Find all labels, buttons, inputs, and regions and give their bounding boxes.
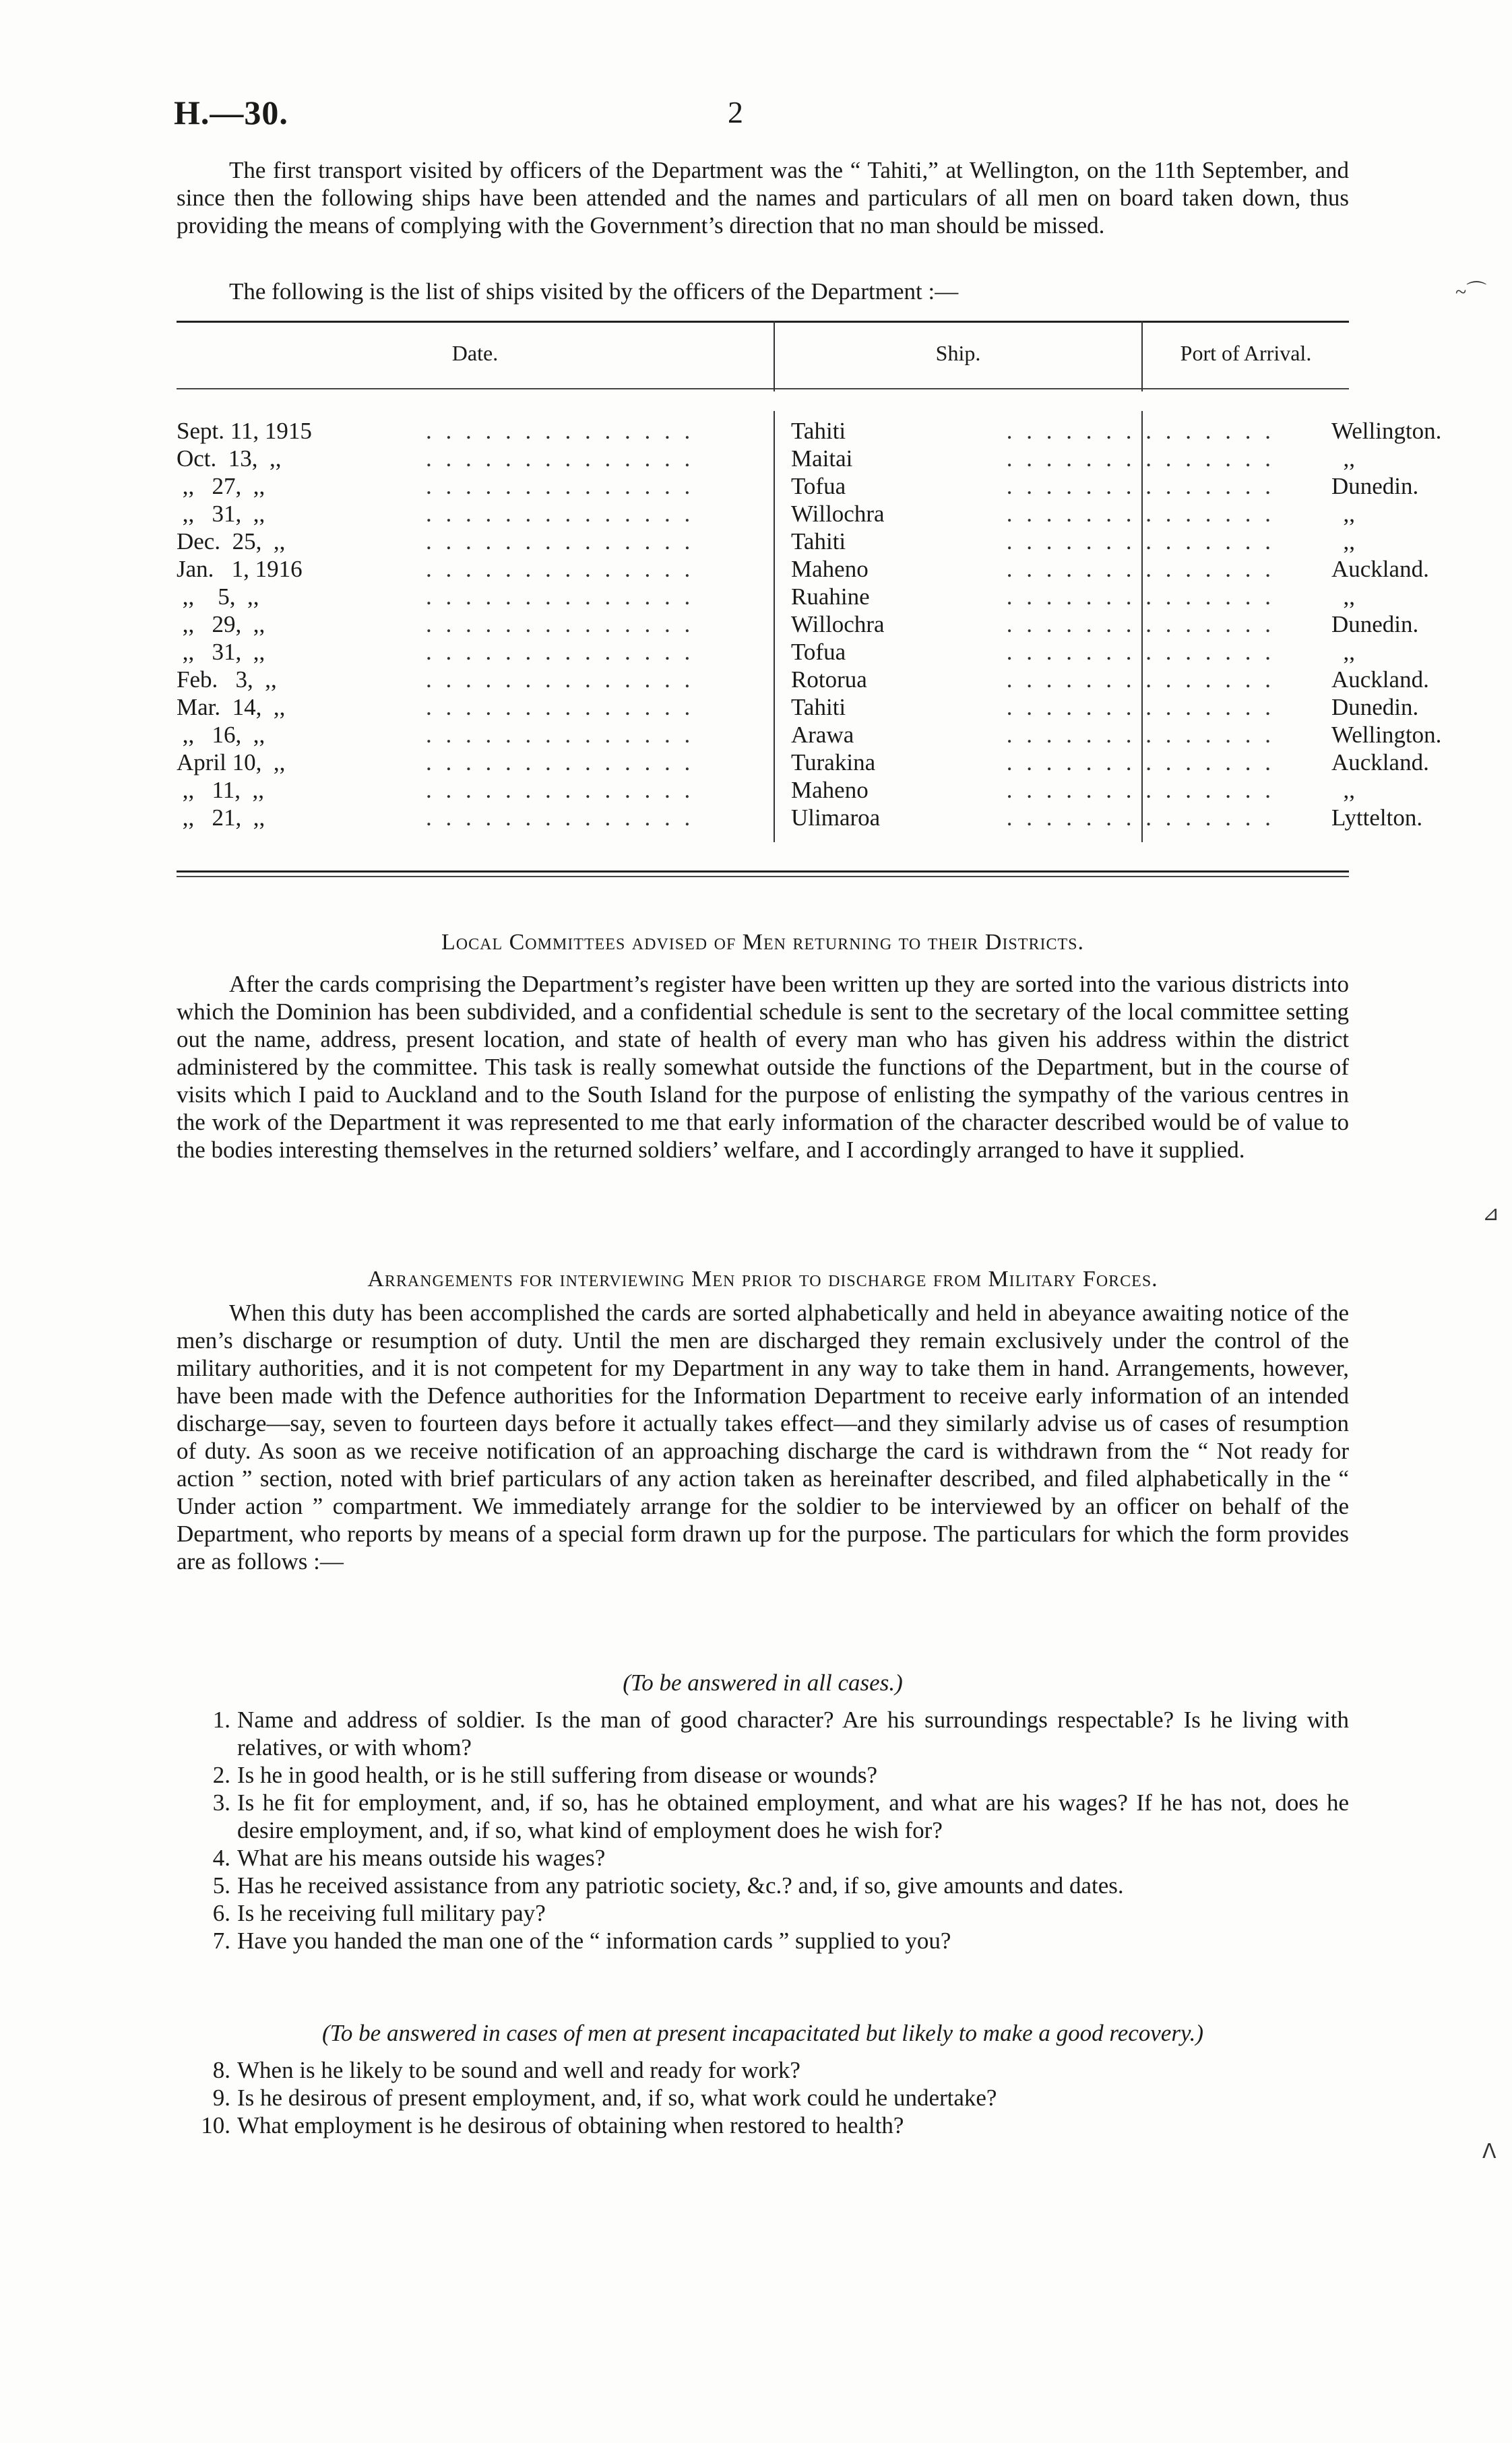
question-number: 5. [212,1872,230,1899]
intro-paragraph: The first transport visited by officers of the Department was the “ Tahiti,” at Wellington, on the 11th September, and since then the following ships have been attended and the names and particulars of all men on board taken down, thus providing the means of complying with the Government’s direction that no man should be missed. [177,157,1349,239]
cell-port: Dunedin. [1331,611,1419,637]
dot-leader: . . . . . . . . . . . . . . [426,639,695,665]
cell-ship: Maitai [791,445,853,472]
dot-leader: . . . . . . . . . . . . . . [426,694,695,720]
dot-leader: . . . . . . . . . . . . . . [426,473,695,499]
question-item [177,2112,1349,2139]
dot-leader: . . . . . . . . . . . . . . [1006,445,1275,472]
table-bottom-rule [177,870,1349,872]
question-number: 1. [212,1707,230,1733]
page-number: 2 [728,95,743,129]
question-number: 7. [212,1928,230,1954]
margin-mark: ~⌒ [1455,281,1487,303]
question-number: 3. [212,1789,230,1816]
question-text: What are his means outside his wages? [237,1845,606,1871]
dot-leader: . . . . . . . . . . . . . . [1006,749,1275,775]
cell-ship: Ulimaroa [791,804,881,831]
question-text: Has he received assistance from any patriotic society, &c.? and, if so, give amounts and dates. [237,1872,1124,1899]
question-item [177,2056,1349,2084]
table-row [177,777,1355,804]
table-row [177,501,1355,528]
table-row [177,445,1355,473]
table-intro: The following is the list of ships visited by the officers of the Department :— [229,278,959,305]
cell-port: Auckland. [1331,666,1429,693]
table-row [177,528,1355,556]
question-number: 8. [212,2057,230,2083]
table-row [177,804,1423,832]
cell-ship: Turakina [791,749,876,775]
dot-leader: . . . . . . . . . . . . . . [426,418,695,444]
table-row [177,639,1355,666]
dot-leader: . . . . . . . . . . . . . . [426,666,695,693]
question-text: What employment is he desirous of obtaining when restored to health? [237,2112,904,2138]
question-number: 4. [212,1845,230,1871]
header-port: Port of Arrival. [1180,341,1312,365]
margin-mark: ᐱ [1482,2140,1497,2163]
dot-leader: . . . . . . . . . . . . . . [426,749,695,775]
cell-date: Feb. 3, ,, [177,666,277,693]
table-row [177,694,1419,722]
cell-port: ,, [1331,777,1355,803]
cell-date: ,, 5, ,, [177,583,259,610]
cell-date: ,, 29, ,, [177,611,265,637]
dot-leader: . . . . . . . . . . . . . . [426,804,695,831]
cell-ship: Willochra [791,501,885,527]
question-item [177,1706,1349,1761]
dot-leader: . . . . . . . . . . . . . . [426,501,695,527]
cell-ship: Ruahine [791,583,870,610]
subheading-all-cases: (To be answered in all cases.) [623,1670,903,1696]
dot-leader: . . . . . . . . . . . . . . [1006,639,1275,665]
cell-port: Wellington. [1331,418,1442,444]
cell-date: ,, 31, ,, [177,639,265,665]
table-bottom-rule-2 [177,876,1349,877]
question-item [177,1844,1349,1872]
question-text: Have you handed the man one of the “ information cards ” supplied to you? [237,1928,951,1954]
question-item [177,1899,1349,1927]
cell-date: Jan. 1, 1916 [177,556,303,582]
cell-ship: Maheno [791,777,869,803]
margin-mark: ⊿ [1482,1203,1500,1225]
section-heading-arrangements: Arrangements for interviewing Men prior to discharge from Military Forces. [367,1267,1158,1292]
dot-leader: . . . . . . . . . . . . . . [1006,528,1275,554]
cell-ship: Tahiti [791,528,846,554]
table-top-rule [177,321,1349,323]
dot-leader: . . . . . . . . . . . . . . [1006,473,1275,499]
question-text: Is he desirous of present employment, and, if so, what work could he undertake? [237,2085,997,2111]
cell-ship: Arawa [791,722,854,748]
question-item [177,1927,1349,1955]
cell-port: ,, [1331,501,1355,527]
subheading-incapacitated: (To be answered in cases of men at present incapacitated but likely to make a good recovery.) [322,2020,1203,2046]
header-ship: Ship. [935,341,981,365]
cell-ship: Willochra [791,611,885,637]
table-row [177,583,1355,611]
question-text: When is he likely to be sound and well and ready for work? [237,2057,800,2083]
question-list-incapacitated [177,2056,1349,2139]
dot-leader: . . . . . . . . . . . . . . [1006,556,1275,582]
dot-leader: . . . . . . . . . . . . . . [1006,722,1275,748]
cell-date: ,, 16, ,, [177,722,265,748]
question-text: Is he in good health, or is he still suffering from disease or wounds? [237,1762,878,1788]
dot-leader: . . . . . . . . . . . . . . [426,556,695,582]
table-row [177,556,1429,583]
question-number: 2. [212,1762,230,1788]
cell-ship: Tahiti [791,418,846,444]
cell-date: Oct. 13, ,, [177,445,282,472]
cell-port: ,, [1331,445,1355,472]
question-number: 9. [212,2085,230,2111]
dot-leader: . . . . . . . . . . . . . . [426,722,695,748]
cell-port: ,, [1331,639,1355,665]
cell-port: Lyttelton. [1331,804,1423,831]
cell-date: ,, 21, ,, [177,804,265,831]
dot-leader: . . . . . . . . . . . . . . [1006,777,1275,803]
question-item [177,2084,1349,2112]
question-list-all-cases [177,1706,1349,1955]
question-item [177,1872,1349,1899]
dot-leader: . . . . . . . . . . . . . . [426,583,695,610]
dot-leader: . . . . . . . . . . . . . . [426,777,695,803]
cell-date: April 10, ,, [177,749,286,775]
table-header-rule [177,388,1349,389]
cell-date: ,, 31, ,, [177,501,265,527]
table-row [177,666,1429,694]
arrangements-paragraph: When this duty has been accomplished the cards are sorted alphabetically and held in abeyance awaiting notice of the men’s discharge or resumption of duty. Until the men are discharged they remain exclusively under the control of the military authorities, and it is not competent for my Department in any way to take them in hand. Arrangements, however, have been made with the Defence authorities for the Information Department to receive early information of an intended discharge—say, seven to fourteen days before it actually takes effect—and they similarly advise us of cases of resumption of duty. As soon as we receive notification of an approaching discharge the card is withdrawn from the “ Not ready for action ” section, noted with brief particulars of any action taken as hereinafter described, and filed alphabetically in the “ Under action ” compartment. We immediately arrange for the soldier to be interviewed by an officer on behalf of the Department, who reports by means of a special form drawn up for the purpose. The particulars for which the form provides are as follows :— [177,1300,1349,1575]
cell-ship: Maheno [791,556,869,582]
table-row [177,722,1442,749]
question-text: Is he receiving full military pay? [237,1900,546,1926]
dot-leader: . . . . . . . . . . . . . . [1006,694,1275,720]
cell-port: Dunedin. [1331,694,1419,720]
report-reference: H.—30. [174,94,288,131]
cell-port: ,, [1331,528,1355,554]
dot-leader: . . . . . . . . . . . . . . [1006,611,1275,637]
local-committees-paragraph: After the cards comprising the Department’s register have been written up they are sorted into the various districts into which the Dominion has been subdivided, and a confidential schedule is sent to the secretary of the local committee setting out the name, address, present location, and state of health of every man who has given his address within the district administered by the committee. This task is really somewhat outside the functions of the Department, but in the course of visits which I paid to Auckland and to the South Island for the purpose of enlisting the sympathy of the various centres in the work of the Department it was represented to me that early information of the character described would be of value to the bodies interesting themselves in the returned soldiers’ welfare, and I accordingly arranged to have it supplied. [177,971,1350,1163]
table-row [177,473,1419,501]
header-date: Date. [451,341,499,365]
cell-port: Dunedin. [1331,473,1419,499]
dot-leader: . . . . . . . . . . . . . . [1006,804,1275,831]
dot-leader: . . . . . . . . . . . . . . [1006,418,1275,444]
question-text: Is he fit for employment, and, if so, has he obtained employment, and what are his wages? If he has not, does he desire employment, and, if so, what kind of employment does he wish for? [237,1789,1349,1843]
cell-date: Mar. 14, ,, [177,694,286,720]
cell-port: Auckland. [1331,749,1429,775]
question-item [177,1761,1349,1789]
cell-port: ,, [1331,583,1355,610]
cell-ship: Tahiti [791,694,846,720]
dot-leader: . . . . . . . . . . . . . . [1006,666,1275,693]
dot-leader: . . . . . . . . . . . . . . [426,611,695,637]
question-number: 6. [212,1900,230,1926]
dot-leader: . . . . . . . . . . . . . . [1006,583,1275,610]
cell-date: ,, 27, ,, [177,473,265,499]
dot-leader: . . . . . . . . . . . . . . [1006,501,1275,527]
cell-ship: Tofua [791,639,846,665]
section-heading-local-committees: Local Committees advised of Men returning to their Districts. [441,930,1084,955]
dot-leader: . . . . . . . . . . . . . . [426,445,695,472]
cell-port: Auckland. [1331,556,1429,582]
question-text: Name and address of soldier. Is the man of good character? Are his surroundings respectable? Is he living with relatives, or with whom? [237,1707,1349,1760]
dot-leader: . . . . . . . . . . . . . . [426,528,695,554]
question-number: 10. [201,2112,230,2138]
table-row [177,749,1429,777]
cell-ship: Tofua [791,473,846,499]
cell-date: Dec. 25, ,, [177,528,286,554]
cell-date: Sept. 11, 1915 [177,418,312,444]
question-item [177,1789,1349,1844]
cell-port: Wellington. [1331,722,1442,748]
table-row [177,418,1442,445]
cell-date: ,, 11, ,, [177,777,264,803]
table-row [177,611,1419,639]
cell-ship: Rotorua [791,666,867,693]
